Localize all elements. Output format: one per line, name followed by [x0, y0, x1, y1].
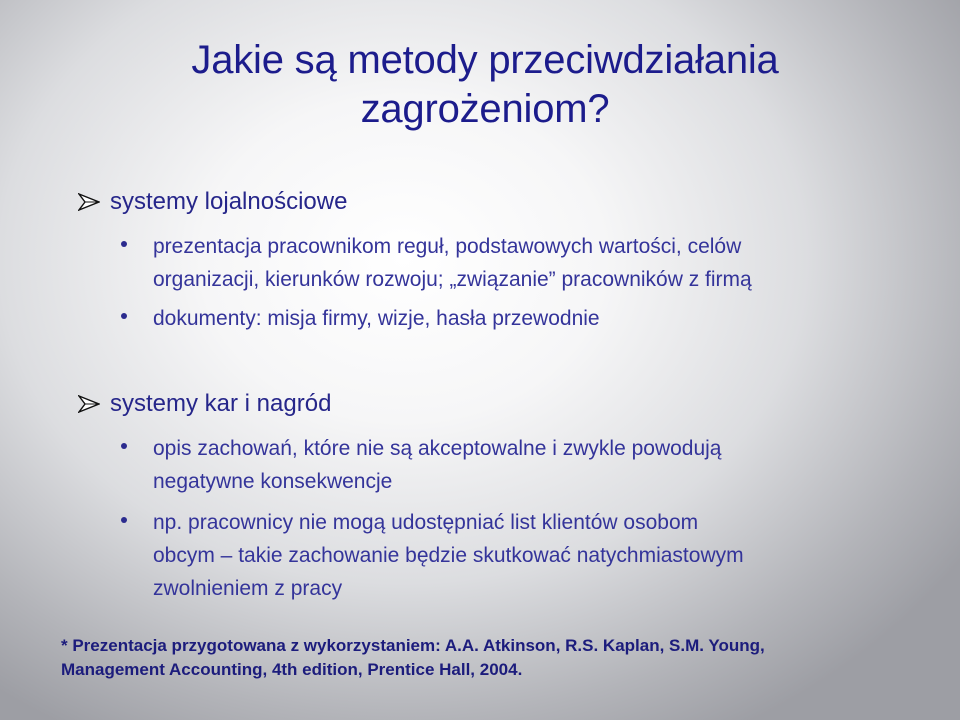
bullet-line: np. pracownicy nie mogą udostępniać list klientów osobom — [153, 511, 699, 534]
bullet-line: negatywne konsekwencje — [153, 470, 393, 493]
section-heading — [78, 386, 918, 422]
bullet-item — [78, 506, 918, 605]
arrowhead-bullet-icon — [78, 193, 100, 211]
bullet-dot-icon — [121, 443, 127, 449]
arrowhead-bullet-icon — [78, 395, 100, 413]
bullet-dot-icon — [121, 313, 127, 319]
footnote-line: * Prezentacja przygotowana z wykorzystaniem: A.A. Atkinson, R.S. Kaplan, S.M. Young, — [61, 636, 765, 655]
section-heading-text: systemy lojalnościowe — [110, 188, 348, 215]
bullet-dot-icon — [121, 517, 127, 523]
title-line: zagrożeniom? — [360, 87, 610, 131]
bullet-line: zwolnieniem z pracy — [153, 577, 343, 600]
bullet-line: dokumenty: misja firmy, wizje, hasła przewodnie — [153, 307, 600, 330]
section-heading — [78, 184, 918, 220]
bullet-list — [78, 230, 918, 335]
section-loyalty-systems — [78, 184, 918, 335]
slide-title — [60, 36, 910, 134]
bullet-line: obcym – takie zachowanie będzie skutkować natychmiastowym — [153, 544, 744, 567]
bullet-line: organizacji, kierunków rozwoju; „związanie” pracowników z firmą — [153, 268, 752, 291]
section-rewards-penalties — [78, 386, 918, 605]
bullet-item — [78, 230, 918, 296]
bullet-item — [78, 302, 918, 335]
section-heading-text: systemy kar i nagród — [110, 390, 332, 417]
source-footnote — [61, 634, 921, 682]
bullet-line: opis zachowań, które nie są akceptowalne i zwykle powodują — [153, 437, 722, 460]
bullet-dot-icon — [121, 241, 127, 247]
bullet-list — [78, 432, 918, 605]
footnote-line: Management Accounting, 4th edition, Prentice Hall, 2004. — [61, 660, 523, 679]
bullet-item — [78, 432, 918, 498]
title-line: Jakie są metody przeciwdziałania — [191, 38, 779, 82]
bullet-line: prezentacja pracownikom reguł, podstawowych wartości, celów — [153, 235, 742, 258]
